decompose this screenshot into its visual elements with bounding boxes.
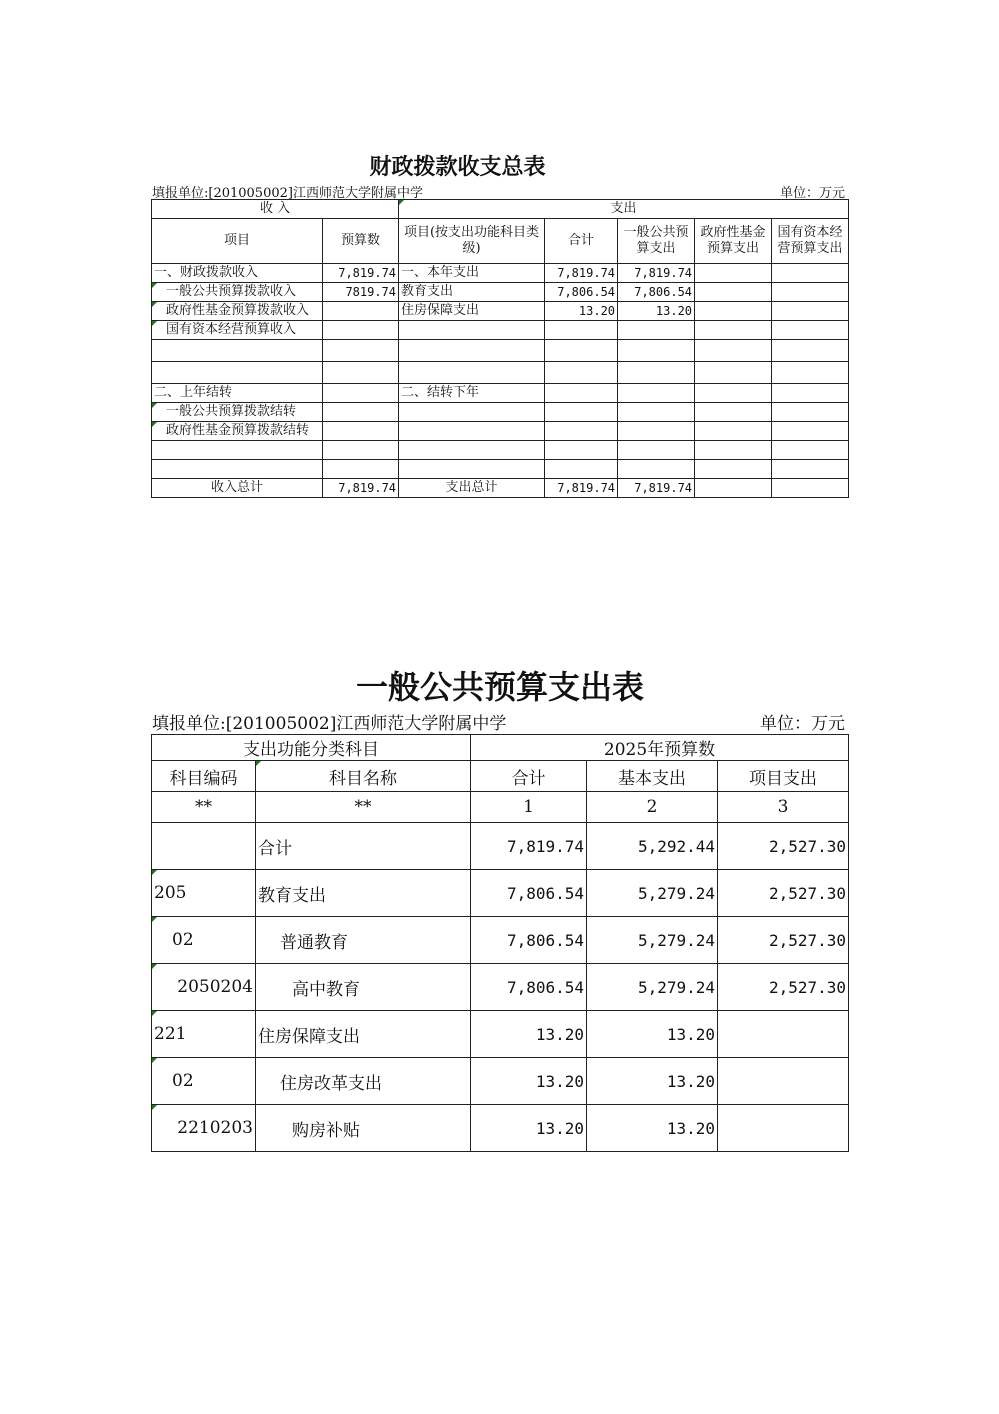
expense-cell <box>399 441 545 460</box>
table2-unit-label: 填报单位:[201005002]江西师范大学附属中学 <box>152 714 507 734</box>
general-cell: 13.20 <box>618 302 695 321</box>
project-cell: 2,527.30 <box>718 870 849 917</box>
table-row <box>152 870 849 917</box>
col-gov-fund: 政府性基金预算支出 <box>695 219 772 264</box>
total-cell <box>545 384 618 403</box>
group-header-left: 支出功能分类科目 <box>152 735 471 761</box>
budget-cell: 7,819.74 <box>323 479 399 498</box>
col-name: 科目名称 <box>256 761 471 792</box>
col-total: 合计 <box>545 219 618 264</box>
general-budget-table <box>151 734 849 1152</box>
total-cell: 7,819.74 <box>545 479 618 498</box>
general-cell <box>618 321 695 340</box>
general-cell: 7,806.54 <box>618 283 695 302</box>
name-cell: 住房保障支出 <box>256 1011 471 1058</box>
code-cell: 205 <box>152 870 256 917</box>
table-row <box>152 917 849 964</box>
table-row <box>152 302 849 321</box>
fiscal-allocation-table <box>151 199 849 498</box>
basic-cell: 5,279.24 <box>587 964 718 1011</box>
table-row <box>152 403 849 422</box>
basic-cell: 13.20 <box>587 1011 718 1058</box>
expense-cell <box>399 321 545 340</box>
table2-title: 一般公共预算支出表 <box>355 668 644 706</box>
budget-cell <box>323 321 399 340</box>
table-row-totals <box>152 479 849 498</box>
budget-cell <box>323 362 399 384</box>
income-cell <box>152 441 323 460</box>
code-cell: 2210203 <box>152 1105 256 1152</box>
basic-cell: 5,292.44 <box>587 823 718 870</box>
income-cell <box>152 362 323 384</box>
table-row <box>152 441 849 460</box>
code-cell: 02 <box>152 1058 256 1105</box>
project-cell: 2,527.30 <box>718 823 849 870</box>
income-cell: 政府性基金预算拨款结转 <box>152 422 323 441</box>
income-cell <box>152 460 323 479</box>
general-cell <box>618 460 695 479</box>
table-row <box>152 823 849 870</box>
income-cell: 一、财政拨款收入 <box>152 264 323 283</box>
general-cell <box>618 362 695 384</box>
expense-total-label: 支出总计 <box>399 479 545 498</box>
total-cell <box>545 403 618 422</box>
name-cell: 购房补贴 <box>256 1105 471 1152</box>
basic-cell: 5,279.24 <box>587 917 718 964</box>
expense-cell: 一、本年支出 <box>399 264 545 283</box>
name-cell: 教育支出 <box>256 870 471 917</box>
table1-unit-measure: 单位：万元 <box>779 186 845 201</box>
budget-cell: 7819.74 <box>323 283 399 302</box>
expense-cell <box>399 340 545 362</box>
idx-3: 3 <box>718 792 849 823</box>
total-cell: 7,819.74 <box>545 264 618 283</box>
idx-2: 2 <box>587 792 718 823</box>
income-header: 收 入 <box>152 200 399 219</box>
project-cell: 2,527.30 <box>718 917 849 964</box>
total-cell: 7,806.54 <box>471 964 587 1011</box>
budget-cell <box>323 460 399 479</box>
expense-cell <box>399 460 545 479</box>
basic-cell: 13.20 <box>587 1105 718 1152</box>
income-cell: 一般公共预算拨款收入 <box>152 283 323 302</box>
budget-cell <box>323 403 399 422</box>
total-cell <box>545 441 618 460</box>
expense-header: 支出 <box>399 200 849 219</box>
expense-cell: 二、结转下年 <box>399 384 545 403</box>
general-cell: 7,819.74 <box>618 264 695 283</box>
income-cell <box>152 340 323 362</box>
table-row <box>152 422 849 441</box>
general-cell <box>618 441 695 460</box>
total-cell <box>545 362 618 384</box>
total-cell: 7,806.54 <box>471 917 587 964</box>
budget-cell <box>323 441 399 460</box>
table-row <box>152 321 849 340</box>
total-cell: 7,819.74 <box>471 823 587 870</box>
general-cell: 7,819.74 <box>618 479 695 498</box>
expense-cell <box>399 362 545 384</box>
income-cell: 二、上年结转 <box>152 384 323 403</box>
table-row <box>152 460 849 479</box>
project-cell <box>718 1105 849 1152</box>
table-row <box>152 384 849 403</box>
group-header-right: 2025年预算数 <box>471 735 849 761</box>
col-item: 项目 <box>152 219 323 264</box>
name-cell: 普通教育 <box>256 917 471 964</box>
expense-cell: 住房保障支出 <box>399 302 545 321</box>
col-project: 项目支出 <box>718 761 849 792</box>
col-general: 一般公共预算支出 <box>618 219 695 264</box>
budget-cell <box>323 384 399 403</box>
income-total-label: 收入总计 <box>152 479 323 498</box>
name-cell: 住房改革支出 <box>256 1058 471 1105</box>
total-cell <box>545 422 618 441</box>
project-cell: 2,527.30 <box>718 964 849 1011</box>
col-basic: 基本支出 <box>587 761 718 792</box>
col-budget: 预算数 <box>323 219 399 264</box>
total-cell <box>545 460 618 479</box>
budget-cell <box>323 422 399 441</box>
total-cell: 7,806.54 <box>471 870 587 917</box>
name-cell: 高中教育 <box>256 964 471 1011</box>
code-cell: 02 <box>152 917 256 964</box>
code-cell: 2050204 <box>152 964 256 1011</box>
income-cell: 政府性基金预算拨款收入 <box>152 302 323 321</box>
general-cell <box>618 403 695 422</box>
income-cell: 一般公共预算拨款结转 <box>152 403 323 422</box>
total-cell: 7,806.54 <box>545 283 618 302</box>
name-cell: 合计 <box>256 823 471 870</box>
table1-title: 财政拨款收支总表 <box>369 154 546 180</box>
basic-cell: 5,279.24 <box>587 870 718 917</box>
table-row <box>152 1058 849 1105</box>
table-row <box>152 283 849 302</box>
total-cell: 13.20 <box>471 1058 587 1105</box>
expense-cell <box>399 403 545 422</box>
total-cell <box>545 340 618 362</box>
total-cell: 13.20 <box>545 302 618 321</box>
total-cell: 13.20 <box>471 1105 587 1152</box>
general-cell <box>618 340 695 362</box>
income-cell: 国有资本经营预算收入 <box>152 321 323 340</box>
table-row <box>152 1105 849 1152</box>
col-total: 合计 <box>471 761 587 792</box>
budget-cell <box>323 302 399 321</box>
code-cell: 221 <box>152 1011 256 1058</box>
budget-cell <box>323 340 399 362</box>
general-cell <box>618 422 695 441</box>
budget-cell: 7,819.74 <box>323 264 399 283</box>
basic-cell: 13.20 <box>587 1058 718 1105</box>
table2-unit-measure: 单位：万元 <box>760 714 845 734</box>
code-cell <box>152 823 256 870</box>
table-row <box>152 362 849 384</box>
table-row <box>152 264 849 283</box>
table-row <box>152 964 849 1011</box>
table-row <box>152 1011 849 1058</box>
total-cell <box>545 321 618 340</box>
expense-cell <box>399 422 545 441</box>
idx-1: 1 <box>471 792 587 823</box>
col-expense-item: 项目(按支出功能科目类级) <box>399 219 545 264</box>
table1-unit-label: 填报单位:[201005002]江西师范大学附属中学 <box>152 186 423 201</box>
table-row <box>152 340 849 362</box>
project-cell <box>718 1058 849 1105</box>
general-cell <box>618 384 695 403</box>
expense-cell: 教育支出 <box>399 283 545 302</box>
total-cell: 13.20 <box>471 1011 587 1058</box>
project-cell <box>718 1011 849 1058</box>
idx-name: ** <box>256 792 471 823</box>
idx-code: ** <box>152 792 256 823</box>
col-code: 科目编码 <box>152 761 256 792</box>
col-state-capital: 国有资本经营预算支出 <box>772 219 849 264</box>
